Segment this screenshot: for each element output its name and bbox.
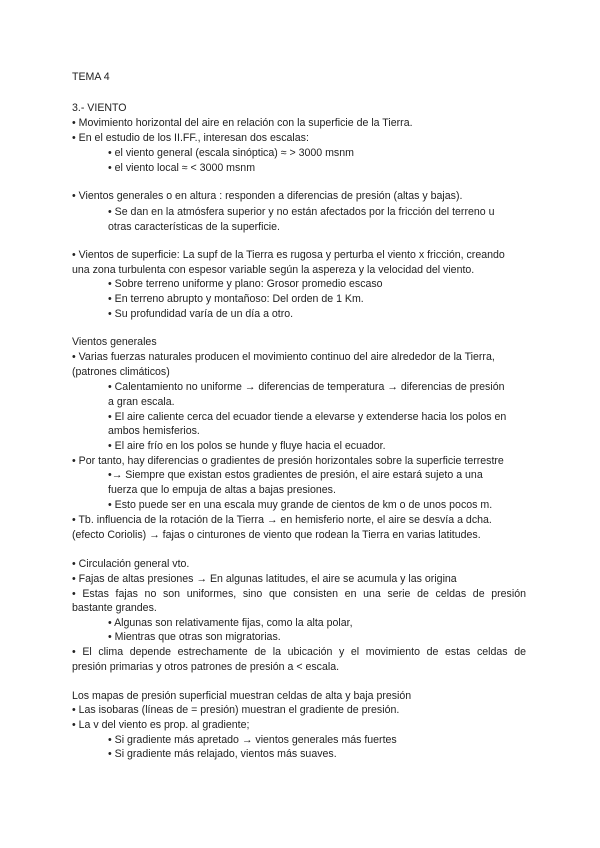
section-heading: Vientos generales xyxy=(72,336,157,348)
paragraph-line: • Por tanto, hay diferencias o gradientes de presión horizontales sobre la superficie terrestre xyxy=(72,455,504,467)
paragraph-line: • En el estudio de los II.FF., interesan dos escalas: xyxy=(72,132,309,144)
paragraph-line: • Si gradiente más apretado → vientos generales más fuertes xyxy=(108,734,397,746)
paragraph-line: • el viento local ≈ < 3000 msnm xyxy=(108,162,256,174)
paragraph-line: • La v del viento es prop. al gradiente; xyxy=(72,719,250,731)
paragraph-line: • Se dan en la atmósfera superior y no están afectados por la fricción del terreno u xyxy=(108,206,495,218)
paragraph-line: • Si gradiente más relajado, vientos más suaves. xyxy=(108,748,337,760)
paragraph-line: • Circulación general vto. xyxy=(72,558,190,570)
paragraph-line: • Algunas son relativamente fijas, como la alta polar, xyxy=(108,617,353,629)
paragraph-line: presión primarias y otros patrones de presión a < escala. xyxy=(72,661,340,673)
paragraph-line: • Las isobaras (líneas de = presión) muestran el gradiente de presión. xyxy=(72,704,400,716)
paragraph-line: (efecto Coriolis) → fajas o cinturones de viento que rodean la Tierra en varias latitudes. xyxy=(72,529,481,541)
paragraph-line: • Sobre terreno uniforme y plano: Grosor promedio escaso xyxy=(108,278,383,290)
paragraph-line: • Esto puede ser en una escala muy grande de cientos de km o de unos pocos m. xyxy=(108,499,493,511)
paragraph-line: fuerza que lo empuja de altas a bajas presiones. xyxy=(108,484,336,496)
paragraph-line: • Vientos de superficie: La supf de la Tierra es rugosa y perturba el viento x fricción, creando xyxy=(72,249,505,261)
paragraph-line: • Su profundidad varía de un día a otro. xyxy=(108,308,294,320)
paragraph-line: (patrones climáticos) xyxy=(72,366,170,378)
paragraph-line: • el viento general (escala sinóptica) ≈ > 3000 msnm xyxy=(108,147,354,159)
paragraph-line: •→ Siempre que existan estos gradientes de presión, el aire estará sujeto a una xyxy=(108,469,483,481)
paragraph-line: una zona turbulenta con espesor variable según la aspereza y la velocidad del viento. xyxy=(72,264,475,276)
paragraph-line: • El clima depende estrechamente de la ubicación y el movimiento de estas celdas de xyxy=(72,646,526,658)
paragraph-line: • Mientras que otras son migratorias. xyxy=(108,631,281,643)
paragraph-line: bastante grandes. xyxy=(72,602,157,614)
paragraph-line: • El aire frío en los polos se hunde y fluye hacia el ecuador. xyxy=(108,440,386,452)
paragraph-line: otras características de la superficie. xyxy=(108,221,280,233)
paragraph-line: ambos hemisferios. xyxy=(108,425,200,437)
paragraph-line: a gran escala. xyxy=(108,396,175,408)
paragraph-line: • Varias fuerzas naturales producen el movimiento continuo del aire alrededor de la Tierra, xyxy=(72,351,495,363)
paragraph-line: • Fajas de altas presiones → En algunas latitudes, el aire se acumula y las origina xyxy=(72,573,457,585)
paragraph-line: • Movimiento horizontal del aire en relación con la superficie de la Tierra. xyxy=(72,117,413,129)
paragraph-line: • Estas fajas no son uniformes, sino que consisten en una serie de celdas de presión xyxy=(72,588,526,600)
paragraph-line: • Vientos generales o en altura : responden a diferencias de presión (altas y bajas). xyxy=(72,190,463,202)
document-title: TEMA 4 xyxy=(72,71,110,83)
paragraph-line: • El aire caliente cerca del ecuador tiende a elevarse y extenderse hacia los polos en xyxy=(108,411,507,423)
paragraph-line: Los mapas de presión superficial muestran celdas de alta y baja presión xyxy=(72,690,412,702)
paragraph-line: • Calentamiento no uniforme → diferencias de temperatura → diferencias de presión xyxy=(108,381,505,393)
paragraph-line: • Tb. influencia de la rotación de la Tierra → en hemisferio norte, el aire se desvía a dcha. xyxy=(72,514,492,526)
section-heading: 3.- VIENTO xyxy=(72,102,127,114)
paragraph-line: • En terreno abrupto y montañoso: Del orden de 1 Km. xyxy=(108,293,364,305)
